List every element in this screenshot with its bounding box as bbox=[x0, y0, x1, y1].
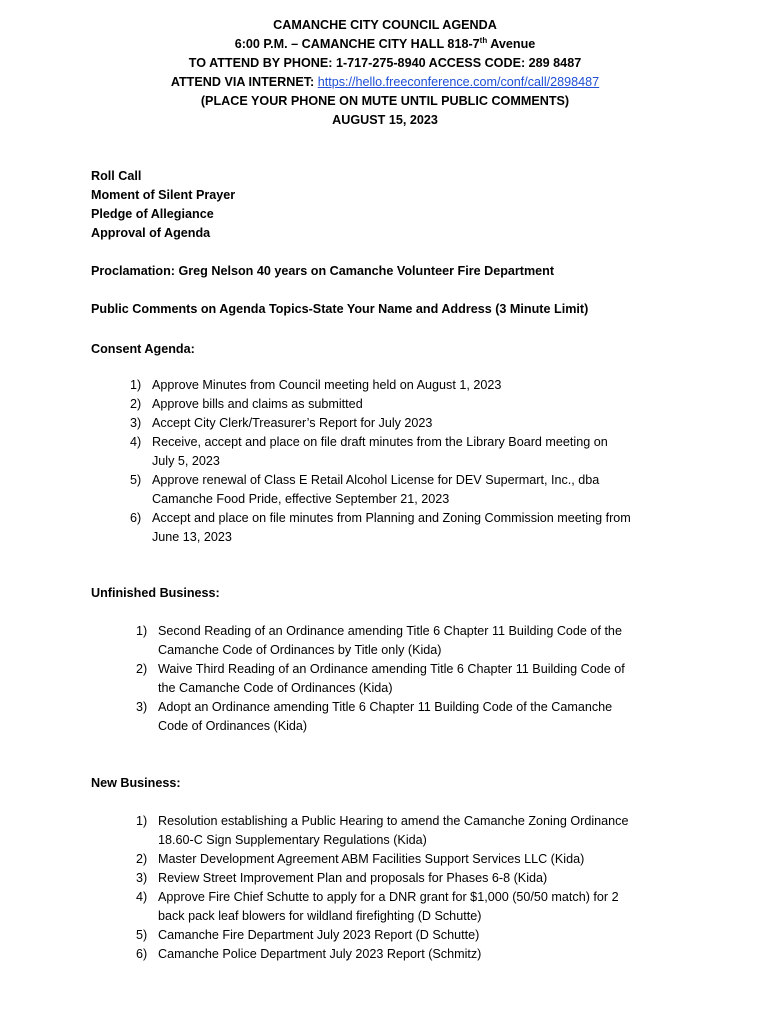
internet-attendance bbox=[0, 73, 770, 92]
opening-item: Roll Call bbox=[91, 169, 142, 183]
list-item: 2) Approve bills and claims as submitted bbox=[130, 397, 363, 411]
list-item: 1) Second Reading of an Ordinance amending Title 6 Chapter 11 Building Code of the Camanche Code of Ordinances by Title only (Kida) bbox=[136, 624, 622, 657]
phone-attendance: TO ATTEND BY PHONE: 1-717-275-8940 ACCESS CODE: 289 8487 bbox=[188, 56, 582, 70]
proclamation: Proclamation: Greg Nelson 40 years on Camanche Volunteer Fire Department bbox=[91, 264, 555, 278]
list-item: 6) Camanche Police Department July 2023 Report (Schmitz) bbox=[136, 947, 482, 961]
list-item: 2) Master Development Agreement ABM Facilities Support Services LLC (Kida) bbox=[136, 852, 585, 866]
opening-items bbox=[91, 167, 711, 243]
meeting-time-place: 6:00 P.M. – CAMANCHE CITY HALL 818-7th Avenue bbox=[234, 35, 536, 51]
consent-list bbox=[130, 376, 730, 547]
list-item: 6) Accept and place on file minutes from Planning and Zoning Commission meeting from June 13, 2023 bbox=[130, 511, 631, 544]
list-item: 4) Receive, accept and place on file draft minutes from the Library Board meeting on July 5, 2023 bbox=[130, 435, 608, 468]
new-business-list bbox=[136, 812, 736, 964]
mute-note: (PLACE YOUR PHONE ON MUTE UNTIL PUBLIC COMMENTS) bbox=[200, 94, 570, 108]
internet-label: ATTEND VIA INTERNET: bbox=[170, 75, 318, 89]
public-comments: Public Comments on Agenda Topics-State Your Name and Address (3 Minute Limit) bbox=[91, 302, 589, 316]
opening-item: Pledge of Allegiance bbox=[91, 207, 214, 221]
meeting-date: AUGUST 15, 2023 bbox=[332, 113, 438, 127]
unfinished-heading: Unfinished Business: bbox=[91, 586, 220, 600]
conference-link[interactable]: https://hello.freeconference.com/conf/call/2898487 bbox=[317, 75, 600, 89]
opening-item: Approval of Agenda bbox=[91, 226, 211, 240]
opening-item: Moment of Silent Prayer bbox=[91, 188, 236, 202]
list-item: 1) Approve Minutes from Council meeting held on August 1, 2023 bbox=[130, 378, 502, 392]
list-item: 3) Adopt an Ordinance amending Title 6 Chapter 11 Building Code of the Camanche Code of Ordinances (Kida) bbox=[136, 700, 613, 733]
list-item: 2) Waive Third Reading of an Ordinance amending Title 6 Chapter 11 Building Code of the Camanche Code of Ordinances (Kida) bbox=[136, 662, 625, 695]
agenda-header bbox=[0, 16, 770, 130]
list-item: 5) Camanche Fire Department July 2023 Report (D Schutte) bbox=[136, 928, 480, 942]
list-item: 3) Review Street Improvement Plan and proposals for Phases 6-8 (Kida) bbox=[136, 871, 548, 885]
list-item: 4) Approve Fire Chief Schutte to apply for a DNR grant for $1,000 (50/50 match) for 2 back pack leaf blowers for wildland firefighting (D Schutte) bbox=[136, 890, 619, 923]
new-business-heading: New Business: bbox=[91, 776, 181, 790]
unfinished-list bbox=[136, 622, 736, 736]
agenda-title: CAMANCHE CITY COUNCIL AGENDA bbox=[273, 18, 497, 32]
list-item: 3) Accept City Clerk/Treasurer’s Report for July 2023 bbox=[130, 416, 433, 430]
consent-heading: Consent Agenda: bbox=[91, 342, 195, 356]
list-item: 1) Resolution establishing a Public Hearing to amend the Camanche Zoning Ordinance 18.60-C Sign Supplementary Regulations (Kida) bbox=[136, 814, 629, 847]
list-item: 5) Approve renewal of Class E Retail Alcohol License for DEV Supermart, Inc., dba Camanche Food Pride, effective September 21, 2023 bbox=[130, 473, 600, 506]
